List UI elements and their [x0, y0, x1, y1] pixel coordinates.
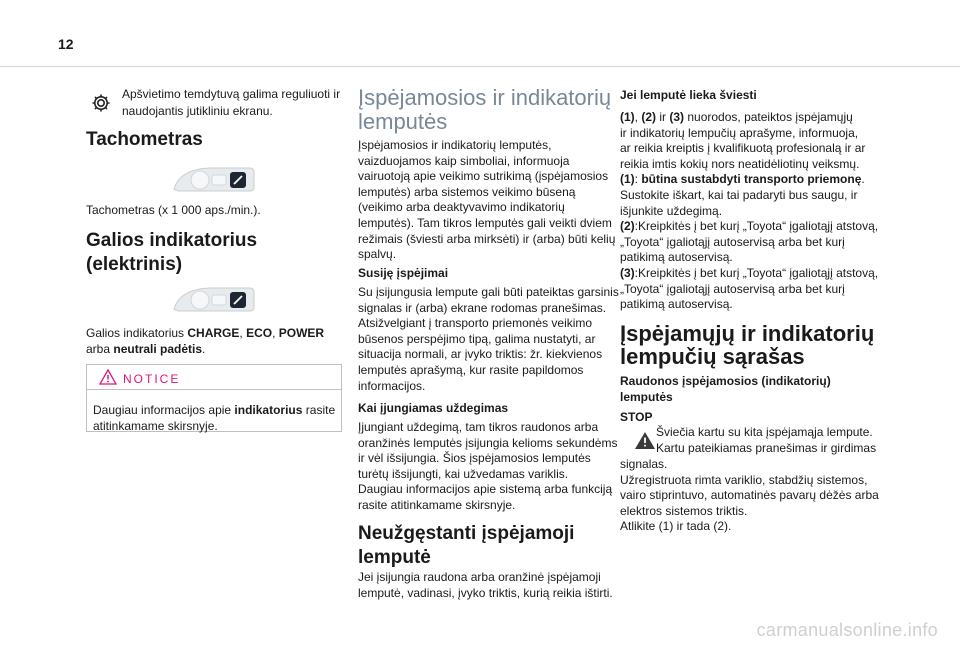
text-line: lemputės aprašymą, kur rasite papildomos — [358, 362, 584, 377]
notice-title: NOTICE — [123, 372, 181, 386]
power-caption-text: Galios indikatorius — [86, 326, 188, 340]
ref-1: (1) — [620, 172, 635, 187]
stop-label: STOP — [620, 410, 653, 424]
text-line: oranžinės lemputės įsijungia kelioms sekundėms — [358, 435, 618, 450]
text-line: Jei įsijungia raudona arba oranžinė įspėjamoji — [358, 570, 601, 584]
text-line: situacija normali, ar įvyko triktis: žr. kiekvienos — [358, 347, 603, 362]
ref-2: (2) — [641, 110, 657, 124]
intro-text: Apšvietimo temdytuvą galima reguliuoti ir naudojantis jutikliniu ekranu. — [122, 87, 341, 118]
power-heading-line1: Galios indikatorius — [86, 230, 258, 251]
watermark: carmanualsonline.info — [756, 620, 938, 640]
main-title-line1: Įspėjamosios ir indikatorių — [358, 85, 612, 110]
ignition-block — [358, 420, 620, 514]
notice-header — [87, 365, 341, 390]
separator: : — [634, 172, 642, 187]
text-line: spalvų. — [358, 247, 397, 262]
header-divider — [0, 66, 960, 67]
text-line: turėtų išsijungti, kai užvedamas variklis. — [358, 466, 569, 481]
power-caption — [86, 326, 346, 357]
notice-keyword: indikatorius — [234, 403, 303, 417]
text-line: informacijos. — [358, 378, 426, 393]
power-heading-line2: (elektrinis) — [86, 254, 183, 275]
notice-box — [86, 364, 342, 432]
steady-heading-line2: lemputė — [358, 547, 431, 568]
text-line: patikimą autoservisą. — [620, 250, 733, 265]
text-line: signalas ir (arba) ekrane rodomas pranešimas. — [358, 300, 607, 315]
mode-charge: CHARGE — [187, 326, 240, 340]
text-line: „Toyota“ įgaliotąjį autoservisą arba bet kurį — [620, 234, 845, 249]
list-heading-line1: Įspėjamųjų ir indikatorių — [620, 321, 875, 346]
text-line: vaizduojamos kaip simboliai, informuoja — [358, 153, 570, 168]
text-line — [620, 266, 898, 282]
separator: ir — [656, 110, 670, 124]
red-lamps-heading-line2: lemputės — [620, 390, 673, 404]
steady-heading-line1: Neužgęstanti įspėjamoji — [358, 523, 575, 544]
tachometer-heading: Tachometras — [86, 129, 203, 150]
text-line: ir vėl išsijungia. Šios įspėjamosios lemputės — [358, 451, 591, 466]
text-rest: :Kreipkitės į bet kurį „Toyota“ įgaliotąjį atstovą, — [634, 219, 879, 234]
stop-vehicle-instruction: būtina sustabdyti transporto priemonę — [641, 172, 862, 187]
text-line: „Toyota“ įgaliotąjį autoservisą arba bet kurį — [620, 281, 845, 296]
text-line: Su įsijungusia lempute gali būti pateiktas garsinis — [358, 285, 619, 299]
period: . — [202, 341, 206, 356]
text-line: reikia imtis kokių nors neatidėliotinų veiksmų. — [620, 156, 860, 171]
stays-on-block — [620, 110, 898, 313]
middle-intro-block — [358, 138, 620, 263]
text-line: patikimą autoservisą. — [620, 297, 733, 312]
text-line: Kartu pateikiamas pranešimas ir girdimas — [656, 441, 877, 455]
text-line: signalas. — [620, 457, 668, 471]
text-line — [620, 172, 898, 188]
text-line: lemputė, vadinasi, įvyko triktis, kurią reikia ištirti. — [358, 585, 613, 600]
notice-text — [93, 403, 337, 434]
ref-1: (1) — [620, 110, 635, 124]
comma: , — [239, 326, 247, 340]
tachometer-illustration — [170, 165, 256, 193]
text-line — [620, 219, 898, 235]
notice-text-start: Daugiau informacijos apie — [93, 403, 235, 417]
linked-warnings-heading: Susiję įspėjimai — [358, 266, 449, 280]
gear-icon — [90, 92, 112, 114]
text-line: ir indikatorių lempučių aprašyme, informuoja, — [620, 125, 859, 140]
warning-triangle-icon — [634, 431, 656, 450]
text-line: vairuotoją apie veikimo sutrikimą (įspėjamosios — [358, 169, 609, 184]
text-line: Atlikite (1) ir tada (2). — [620, 519, 732, 534]
comma: , — [272, 326, 279, 340]
text-line: (veikimo arba deaktyvavimo indikatorių — [358, 200, 565, 215]
mode-neutral: neutrali padėtis — [113, 341, 203, 356]
text-line: Atsižvelgiant į transporto priemonės veikimo — [358, 316, 593, 331]
text-line: Įjungiant uždegimą, tam tikros raudonos arba — [358, 420, 599, 434]
ignition-heading: Kai įjungiamas uždegimas — [358, 401, 509, 415]
warning-icon — [99, 369, 117, 385]
separator: , — [634, 110, 642, 124]
text-line: Šviečia kartu su kita įspėjamąja lempute. — [656, 425, 873, 439]
text-line: vairo stiprintuvo, automatinės pavarų dėžės arba — [620, 488, 879, 503]
red-lamps-heading-line1: Raudonos įspėjamosios (indikatorių) — [620, 374, 831, 388]
list-heading-line2: lempučių sąrašas — [620, 344, 805, 369]
power-indicator-illustration — [170, 285, 256, 313]
text-line: ar reikia kreiptis į kvalifikuotą profesionalą ir ar — [620, 141, 866, 156]
text-line: elektros sistemos triktis. — [620, 503, 748, 518]
linked-warnings-block — [358, 285, 620, 394]
ref-2: (2) — [620, 219, 635, 234]
mode-eco: ECO — [246, 326, 273, 340]
text-line: Sustokite iškart, kai tai padaryti bus saugu, ir — [620, 187, 858, 202]
text-rest: nuorodos, pateiktos įspėjamųjų — [684, 110, 853, 124]
mode-power: POWER — [278, 326, 325, 340]
text-line: rasite atitinkamame skirsnyje. — [358, 497, 516, 512]
text-rest: :Kreipkitės į bet kurį „Toyota“ įgaliotąjį atstovą, — [634, 265, 879, 280]
text-line: išjunkite uždegimą. — [620, 203, 723, 218]
ref-3: (3) — [669, 110, 685, 124]
tachometer-caption: Tachometras (x 1 000 aps./min.). — [86, 203, 261, 217]
ref-3: (3) — [620, 265, 635, 280]
text-line: Daugiau informacijos apie sistemą arba funkciją — [358, 482, 613, 497]
text-line: Užregistruota rimta variklio, stabdžių sistemos, — [620, 472, 868, 487]
text-line: Įspėjamosios ir indikatorių lemputės, — [358, 138, 552, 152]
power-caption-or: arba — [86, 341, 114, 356]
stays-on-heading: Jei lemputė lieka šviesti — [620, 88, 757, 102]
page-number: 12 — [58, 36, 74, 52]
text-line — [620, 110, 898, 126]
steady-block — [358, 570, 620, 601]
stop-description-block — [620, 457, 898, 535]
notice-text-end: rasite atitinkamame skirsnyje. — [93, 403, 336, 433]
period: . — [861, 172, 865, 187]
text-line: būsenos perspėjimo tipą, galima nustatyti, ar — [358, 331, 596, 346]
text-line: lemputės). Tam tikros lemputės gali veikti dviem — [358, 215, 612, 230]
main-title-line2: lemputės — [358, 109, 448, 134]
text-line: lemputės) arba sistemos veikimo būseną — [358, 184, 576, 199]
text-line: režimais (šviesti arba mirksėti) ir (arba) būti kelių — [358, 231, 616, 246]
